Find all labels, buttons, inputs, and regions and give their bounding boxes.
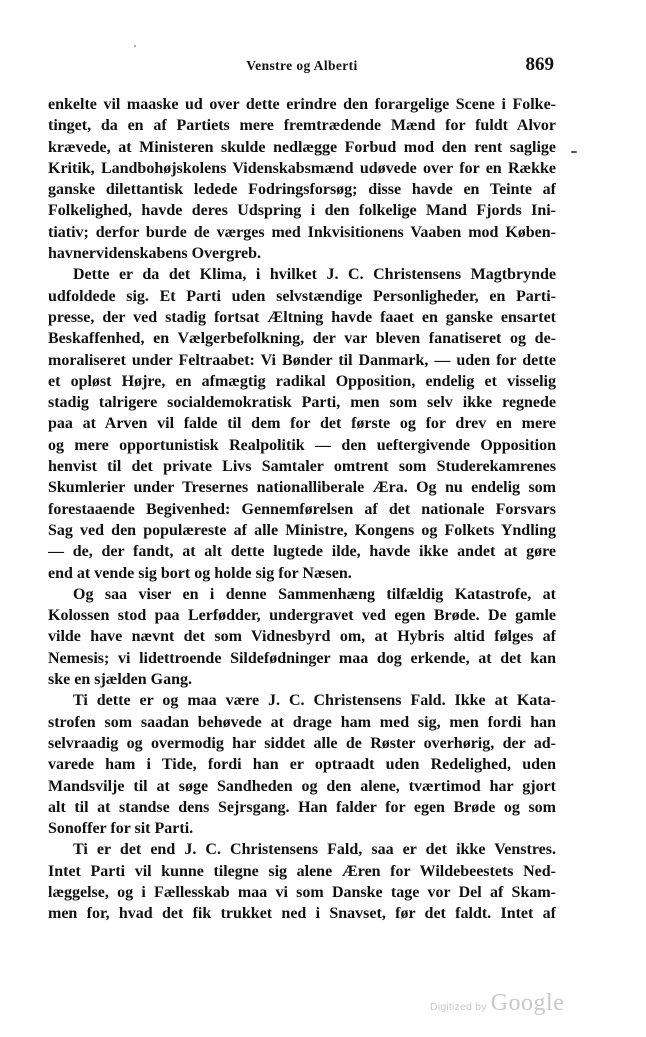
paragraph-4 bbox=[48, 690, 556, 839]
text-line: tinget, da en af Partiets mere fremtrædende Mænd for fuldt Alvor bbox=[48, 117, 556, 135]
digitized-watermark bbox=[430, 990, 564, 1017]
text-line: end at vende sig bort og holde sig for Næsen. bbox=[48, 564, 352, 582]
text-line: stadig talrigere socialdemokratisk Parti, men som selv ikke regnede bbox=[48, 394, 556, 412]
paragraph-1 bbox=[48, 94, 556, 264]
text-line: — de, der fandt, at alt dette lugtede ilde, havde ikke andet at gøre bbox=[48, 543, 556, 561]
text-line: Mandsvilje til at søge Sandheden og den alene, tværtimod har gjort bbox=[48, 777, 556, 795]
text-line: læggelse, og i Fællesskab maa vi som Danske tage vor Del af Skam- bbox=[48, 883, 556, 901]
text-line: Kolossen stod paa Lerfødder, undergravet ved egen Brøde. De gamle bbox=[48, 607, 556, 625]
paragraph-2 bbox=[48, 264, 556, 583]
text-line: Dette er da det Klima, i hvilket J. C. Christensens Magtbrynde bbox=[73, 266, 556, 284]
text-line: Sonoffer for sit Parti. bbox=[48, 820, 194, 838]
text-line: Sag ved den populæreste af alle Ministre, Kongens og Folkets Yndling bbox=[48, 521, 556, 539]
text-line: Og saa viser en i denne Sammenhæng tilfældig Katastrofe, at bbox=[73, 585, 556, 603]
text-line: enkelte vil maaske ud over dette erindre den forargelige Scene i Folke- bbox=[48, 96, 556, 113]
watermark-prefix: Digitized by bbox=[430, 1001, 487, 1013]
text-line: udfoldede sig. Et Parti uden selvstændige Personligheder, en Parti- bbox=[48, 287, 556, 305]
paragraph-5 bbox=[48, 839, 556, 924]
scan-speck bbox=[571, 151, 577, 153]
text-line: Nemesis; vi lidettroende Sildefødninger maa dog erkende, at det kan bbox=[48, 649, 556, 667]
text-line: Kritik, Landbohøjskolens Videnskabsmænd udøvede over for en Række bbox=[48, 159, 556, 177]
text-line: presse, der ved stadig fortsat Æltning havde faaet en ganske ensartet bbox=[48, 308, 556, 326]
scan-speck bbox=[134, 45, 136, 47]
text-line: ganske dilettantisk ledede Fodringsforsøg; disse havde en Teinte af bbox=[48, 181, 556, 199]
running-title: Venstre og Alberti bbox=[246, 58, 358, 73]
text-line: Intet Parti vil kunne tilegne sig alene Æren for Wildebeestets Ned- bbox=[48, 862, 556, 880]
text-line: henvist til det private Livs Samtaler omtrent som Studerekamrenes bbox=[48, 458, 556, 476]
text-line: Ti dette er og maa være J. C. Christensens Fald. Ikke at Kata- bbox=[73, 692, 556, 710]
text-line: varede ham i Tide, fordi han er optraadt uden Redelighed, uden bbox=[48, 756, 556, 774]
text-line: tiativ; derfor burde de værges med Inkvisitionens Vaaben mod Køben- bbox=[48, 223, 556, 241]
text-line: krævede, at Ministeren skulde nedlægge Forbud mod den rent saglige bbox=[48, 138, 556, 156]
text-line: alt til at standse dens Sejrsgang. Han falder for egen Brøde og som bbox=[48, 798, 556, 816]
text-line: ske en sjælden Gang. bbox=[48, 671, 193, 689]
text-line: og mere opportunistisk Realpolitik — den ueftergivende Opposition bbox=[48, 436, 556, 454]
paragraph-3 bbox=[48, 584, 556, 690]
text-line: et opløst Højre, en afmægtig radikal Opposition, endelig et visselig bbox=[48, 372, 556, 390]
page-header bbox=[48, 54, 556, 80]
text-line: Beskaffenhed, en Vælgerbefolkning, der var bleven fanatiseret og de- bbox=[48, 330, 556, 348]
text-line: moraliseret under Feltraabet: Vi Bønder til Danmark, — uden for dette bbox=[48, 351, 556, 369]
page-number: 869 bbox=[525, 54, 554, 75]
text-line: selvraadig og overmodig har siddet alle de Røster overhørig, der ad- bbox=[48, 734, 556, 752]
text-line: Ti er det end J. C. Christensens Fald, saa er det ikke Venstres. bbox=[73, 841, 556, 859]
watermark-brand: Google bbox=[490, 990, 565, 1016]
text-line: Folkelighed, havde deres Udspring i den folkelige Mand Fjords Ini- bbox=[48, 202, 556, 220]
text-line: strofen som saadan behøvede at drage ham med sig, men fordi han bbox=[48, 713, 556, 731]
text-line: havnervidenskabens Overgreb. bbox=[48, 245, 262, 263]
body-text bbox=[48, 94, 556, 925]
text-line: paa at Arven vil falde til dem for det første og for drev en mere bbox=[48, 415, 556, 433]
text-line: vilde have nævnt det som Vidnesbyrd om, at Hybris altid følges af bbox=[48, 628, 556, 646]
text-line: men for, hvad det fik trukket ned i Snavset, før det faldt. Intet af bbox=[48, 905, 556, 923]
text-line: Skumlerier under Tresernes nationalliberale Æra. Og nu endelig som bbox=[48, 479, 556, 497]
text-line: forestaaende Begivenhed: Gennemførelsen af det nationale Forsvars bbox=[48, 500, 556, 518]
